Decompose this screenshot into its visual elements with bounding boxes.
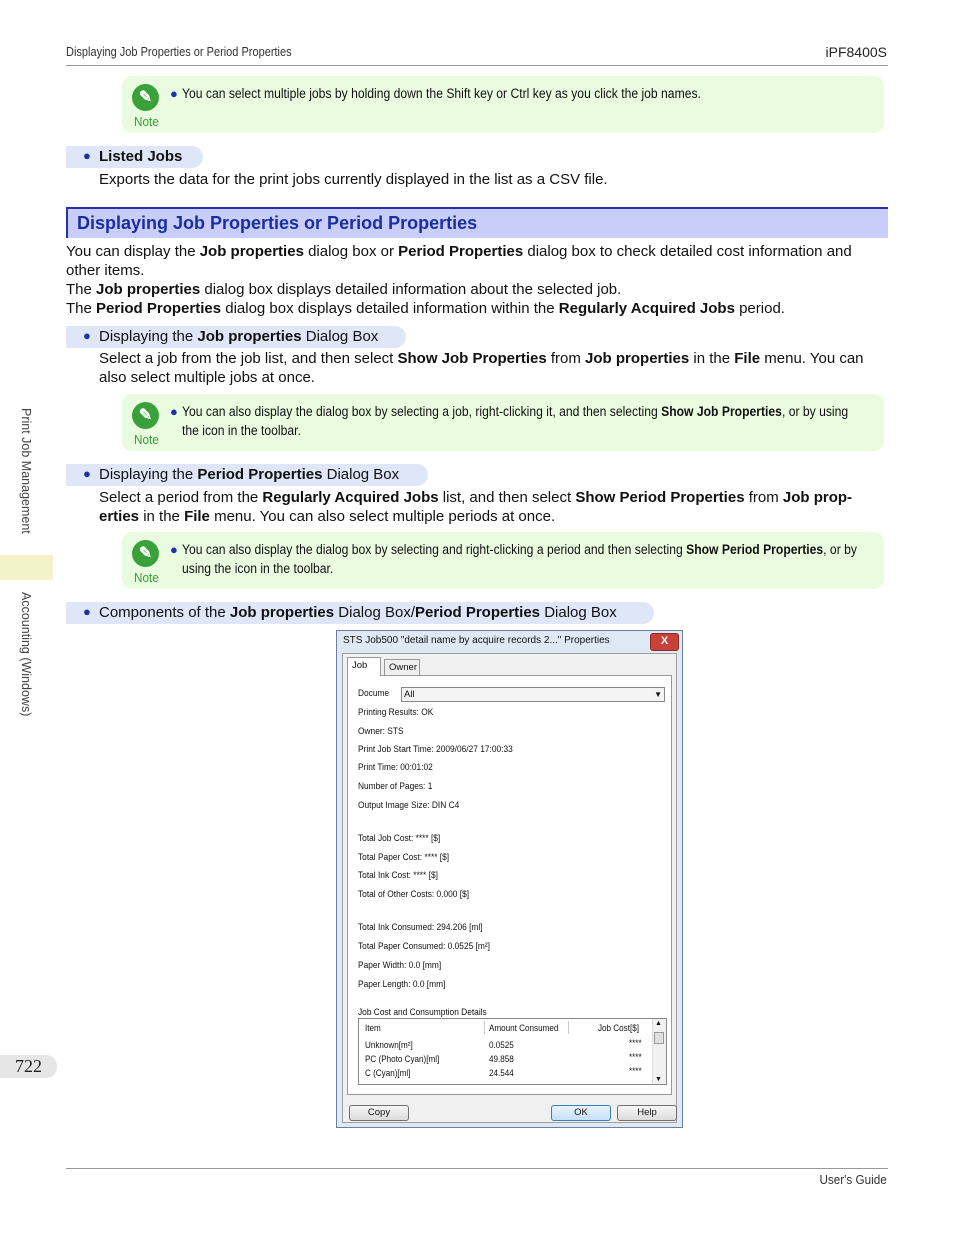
- section-title: Displaying Job Properties or Period Properties: [77, 213, 478, 233]
- footer-guide-name: User's Guide: [819, 1172, 887, 1187]
- copy-button[interactable]: Copy: [349, 1105, 409, 1121]
- bullet-icon: ●: [83, 148, 91, 163]
- side-label-print-job: Print Job Management: [19, 408, 33, 534]
- table-row-item[interactable]: Unknown[m²]: [365, 1040, 413, 1050]
- scroll-thumb[interactable]: [654, 1032, 664, 1044]
- printing-results: Printing Results: OK: [358, 707, 434, 718]
- running-header-model: iPF8400S: [825, 44, 887, 60]
- bullet-icon: ●: [83, 328, 91, 343]
- table-row-amount: 0.0525: [489, 1040, 514, 1050]
- note-box: [122, 76, 884, 133]
- bullet-icon: ●: [83, 604, 91, 619]
- pencil-note-icon: ✎: [132, 84, 159, 111]
- column-divider: [484, 1021, 485, 1034]
- details-list[interactable]: [358, 1018, 667, 1085]
- column-header-item[interactable]: Item: [365, 1023, 381, 1033]
- vertical-scrollbar[interactable]: [652, 1019, 666, 1084]
- listed-jobs-description: Exports the data for the print jobs currently displayed in the list as a CSV file.: [99, 171, 608, 188]
- job-properties-heading: ● Displaying the Job properties Dialog Box: [66, 326, 406, 348]
- dialog-client-area: [342, 653, 677, 1123]
- bullet-icon: ●: [170, 86, 178, 101]
- print-job-start-time: Print Job Start Time: 2009/06/27 17:00:33: [358, 744, 513, 755]
- page-number: 722: [0, 1055, 57, 1078]
- tab-job[interactable]: Job: [347, 657, 381, 676]
- total-job-cost: Total Job Cost: **** [$]: [358, 833, 441, 844]
- owner: Owner: STS: [358, 726, 404, 737]
- note-label: Note: [134, 432, 159, 447]
- column-header-amount[interactable]: Amount Consumed: [489, 1023, 559, 1033]
- components-heading: ● Components of the Job properties Dialog Box/Period Properties Dialog Box: [66, 602, 654, 624]
- column-divider: [568, 1021, 569, 1034]
- print-time: Print Time: 00:01:02: [358, 762, 433, 773]
- note-label: Note: [134, 114, 159, 129]
- scroll-up-icon[interactable]: ▲: [655, 1020, 662, 1027]
- pencil-note-icon: ✎: [132, 402, 159, 429]
- ok-button[interactable]: OK: [551, 1105, 611, 1121]
- table-row-cost: ****: [629, 1052, 642, 1062]
- total-paper-cost: Total Paper Cost: **** [$]: [358, 852, 450, 863]
- running-header-title: Displaying Job Properties or Period Properties: [66, 45, 292, 59]
- pencil-note-icon: ✎: [132, 540, 159, 567]
- details-group-label: Job Cost and Consumption Details: [358, 1007, 487, 1018]
- total-paper-consumed: Total Paper Consumed: 0.0525 [m²]: [358, 941, 490, 952]
- bullet-icon: ●: [170, 542, 178, 557]
- document-select[interactable]: [401, 687, 665, 702]
- table-row-item[interactable]: C (Cyan)[ml]: [365, 1068, 411, 1078]
- paper-length: Paper Length: 0.0 [mm]: [358, 979, 446, 990]
- total-ink-cost: Total Ink Cost: **** [$]: [358, 870, 438, 881]
- bullet-icon: ●: [170, 404, 178, 419]
- header-rule: [66, 65, 888, 66]
- side-strip: [0, 555, 53, 580]
- help-button[interactable]: Help: [617, 1105, 677, 1121]
- side-label-accounting: Accounting (Windows): [19, 592, 33, 717]
- table-row-amount: 24.544: [489, 1068, 514, 1078]
- period-properties-paragraph: Select a period from the Regularly Acquired Jobs list, and then select Show Period Properties from Job prop-erties in the File menu. You can also select multiple periods at once.: [99, 489, 853, 525]
- document-label: Docume: [358, 688, 390, 699]
- note-text: You can also display the dialog box by selecting a job, right-clicking it, and then selecting Show Job Properties, or by using the icon in the toolbar.: [182, 404, 849, 438]
- period-properties-heading: ● Displaying the Period Properties Dialog Box: [66, 464, 428, 486]
- close-button[interactable]: X: [650, 633, 679, 651]
- document-select-value: All: [404, 689, 415, 700]
- scroll-down-icon[interactable]: ▼: [655, 1076, 662, 1083]
- table-row-cost: ****: [629, 1038, 642, 1048]
- chevron-down-icon: ▼: [654, 690, 662, 699]
- note-box: [122, 394, 884, 451]
- note-box: [122, 532, 884, 589]
- intro-paragraph: You can display the Job properties dialog box or Period Properties dialog box to check detailed cost information and other items. The Job properties dialog box displays detailed information about the selected job. The Period Properties dialog box displays detailed information within the Regularly Acquired Jobs period.: [66, 243, 852, 317]
- total-other-costs: Total of Other Costs: 0.000 [$]: [358, 889, 470, 900]
- note-text: You can select multiple jobs by holding down the Shift key or Ctrl key as you click the job names.: [182, 86, 701, 101]
- total-ink-consumed: Total Ink Consumed: 294.206 [ml]: [358, 922, 483, 933]
- note-label: Note: [134, 570, 159, 585]
- table-row-item[interactable]: PC (Photo Cyan)[ml]: [365, 1054, 440, 1064]
- footer-rule: [66, 1168, 888, 1169]
- note-text: You can also display the dialog box by selecting and right-clicking a period and then selecting Show Period Properties, or by using the icon in the toolbar.: [182, 542, 857, 576]
- job-properties-dialog: [336, 630, 683, 1128]
- number-of-pages: Number of Pages: 1: [358, 781, 433, 792]
- column-header-cost[interactable]: Job Cost[$]: [598, 1023, 639, 1033]
- listed-jobs-heading: [66, 146, 203, 168]
- paper-width: Paper Width: 0.0 [mm]: [358, 960, 442, 971]
- bullet-icon: ●: [83, 466, 91, 481]
- job-tab-panel: [347, 675, 672, 1095]
- listed-jobs-label: Listed Jobs: [99, 148, 183, 165]
- output-image-size: Output Image Size: DIN C4: [358, 800, 460, 811]
- dialog-title: STS Job500 "detail name by acquire records 2..." Properties: [343, 635, 610, 646]
- table-row-amount: 49.858: [489, 1054, 514, 1064]
- tab-owner[interactable]: Owner: [384, 659, 420, 675]
- table-row-cost: ****: [629, 1066, 642, 1076]
- job-properties-paragraph: Select a job from the job list, and then select Show Job Properties from Job properties in the File menu. You can also select multiple jobs at once.: [99, 350, 864, 386]
